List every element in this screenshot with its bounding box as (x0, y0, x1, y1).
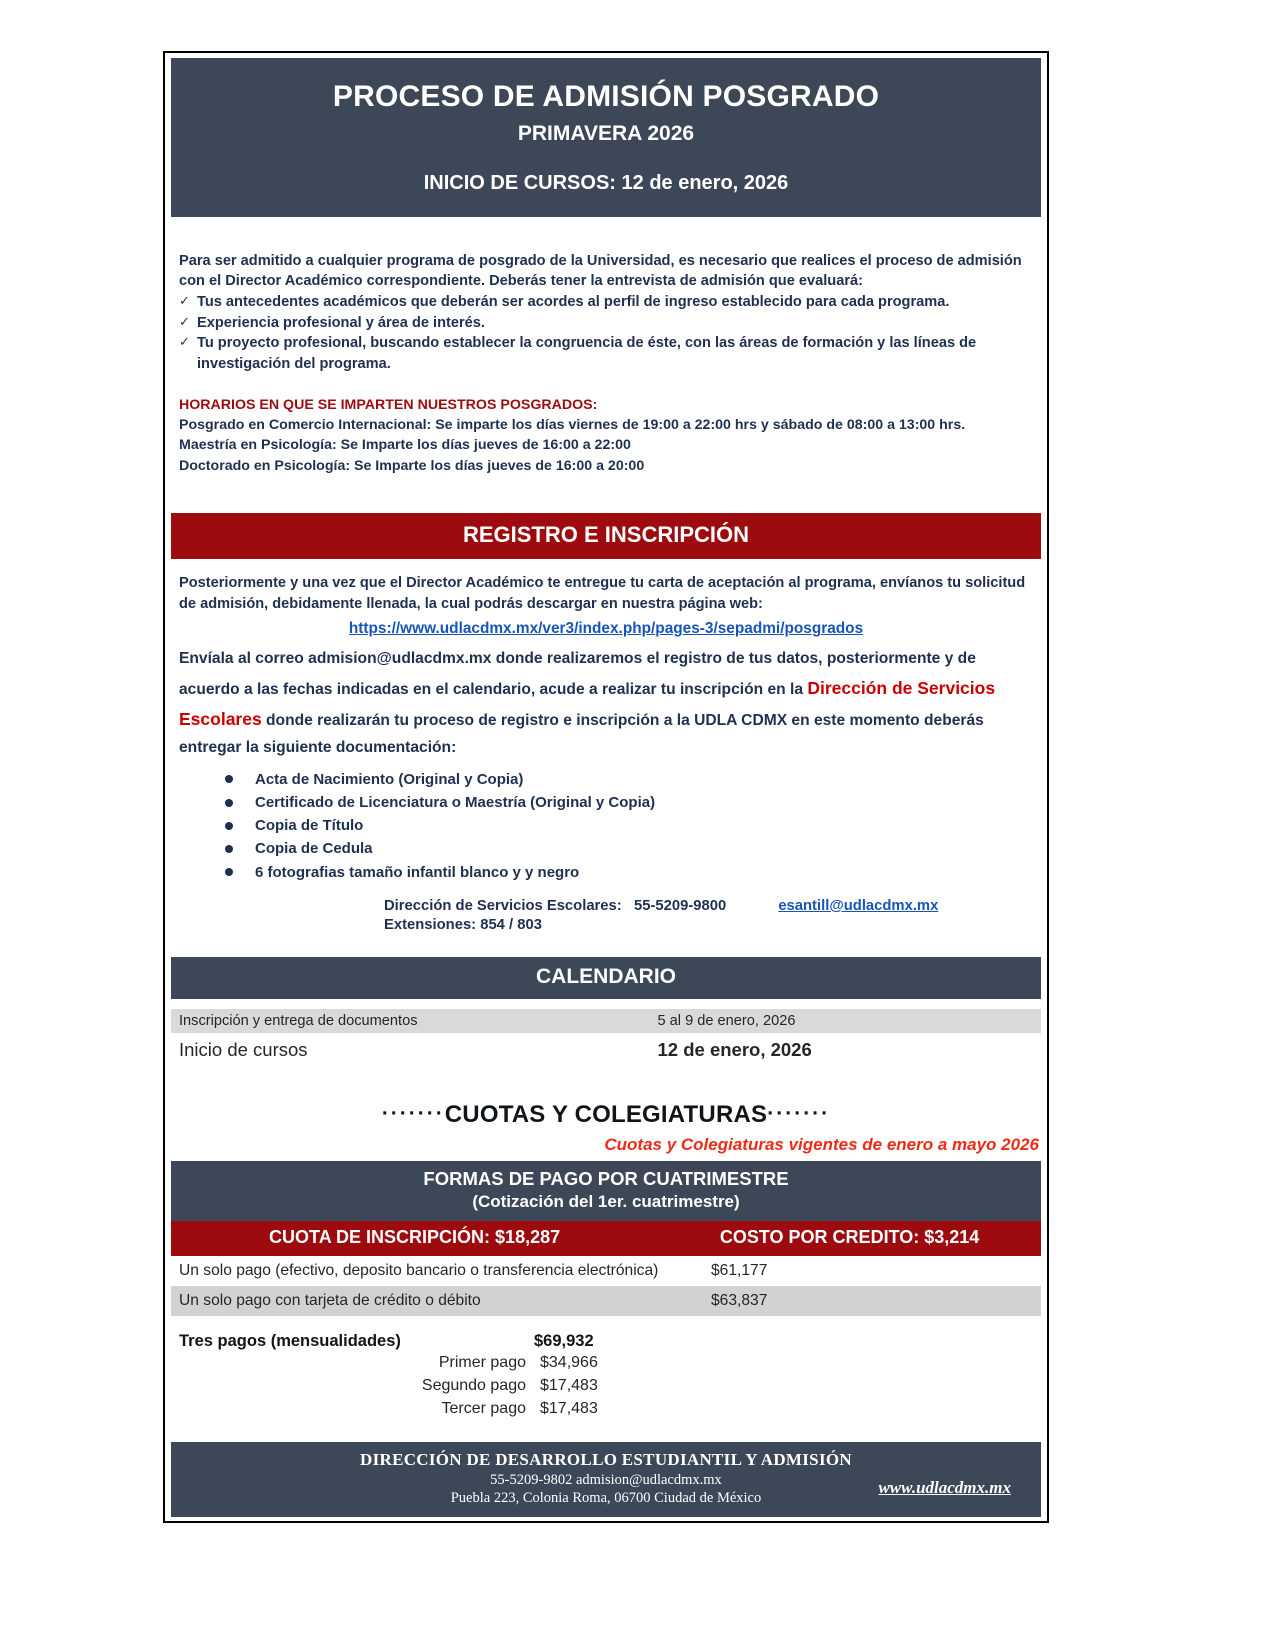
document-content (171, 58, 1041, 1517)
header-subtitle: PRIMAVERA 2026 (517, 121, 695, 145)
list-item (179, 292, 1033, 313)
registro-region (171, 573, 1041, 933)
list-item (179, 333, 1033, 374)
registro-paragraph-2-part-b: donde realizarán tu proceso de registro e inscripción a la UDLA CDMX en este momento deberás entregar la siguiente documentación: (179, 712, 984, 756)
list-item-label: Copia de Título (255, 817, 364, 835)
list-item-label: Experiencia profesional y área de interés. (197, 314, 485, 331)
calendario-table (171, 1009, 1041, 1065)
horarios-title: HORARIOS EN QUE SE IMPARTEN NUESTROS POSGRADOS: (179, 396, 598, 413)
payment-option-amount: $63,837 (693, 1286, 1041, 1316)
installment-amount: $17,483 (540, 1400, 598, 1418)
installment-row (171, 1351, 1041, 1374)
registro-paragraph-2-part-a: Envíala al correo admision@udlacdmx.mx donde realizaremos el registro de tus datos, posteriormente y de acuerdo a las fechas indicadas en el calendario, acude a realizar tu inscripción en la (179, 650, 976, 699)
list-item-label: Tu proyecto profesional, buscando establecer la congruencia de éste, con las áreas de formación y las líneas de investigación del programa. (197, 335, 977, 373)
tres-pagos-header (171, 1332, 1041, 1351)
contact-phone: 55-5209-9800 (634, 897, 727, 914)
cuota-inscripcion-label: CUOTA DE INSCRIPCIÓN: $18,287 (269, 1226, 561, 1247)
bullet-icon (225, 775, 233, 783)
contact-label: Dirección de Servicios Escolares: (384, 897, 622, 914)
costo-credito-label: COSTO POR CREDITO: $3,214 (719, 1226, 980, 1247)
registro-paragraph-2 (179, 646, 1033, 761)
footer-contact: 55-5209-9802 admision@udlacdmx.mx (490, 1472, 722, 1489)
table-row (171, 1256, 1041, 1286)
formas-de-pago-banner (171, 1161, 1041, 1221)
bullet-icon (225, 845, 233, 853)
calendario-label: Inscripción y entrega de documentos (171, 1009, 650, 1033)
list-item (179, 313, 1033, 334)
header-start-date: INICIO DE CURSOS: 12 de enero, 2026 (423, 171, 789, 194)
servicios-escolares-emphasis: Dirección de Servicios Escolares (179, 678, 996, 729)
documents-list (179, 768, 1033, 884)
horarios-block (179, 397, 1033, 477)
installment-label: Segundo pago (421, 1377, 526, 1395)
cuotas-heading-label: CUOTAS Y COLEGIATURAS (444, 1100, 768, 1128)
intro-check-list (179, 292, 1033, 375)
installment-label: Primer pago (438, 1353, 526, 1371)
calendario-label: Inicio de cursos (179, 1038, 308, 1060)
calendario-value: 5 al 9 de enero, 2026 (650, 1009, 1042, 1033)
footer-department: DIRECCIÓN DE DESARROLLO ESTUDIANTIL Y ADMISIÓN (360, 1450, 852, 1470)
registro-paragraph-1: Posteriormente y una vez que el Director Académico te entregue tu carta de aceptación al programa, envíanos tu solicitud de admisión, debidamente llenada, la cual podrás descargar en nuestra página web: (179, 574, 1026, 613)
list-item-label: 6 fotografias tamaño infantil blanco y y negro (255, 863, 580, 881)
intro-block (179, 251, 1033, 375)
list-item-label: Acta de Nacimiento (Original y Copia) (255, 770, 524, 788)
contact-block (179, 898, 1033, 933)
table-row (171, 1009, 1041, 1033)
calendario-value: 12 de enero, 2026 (657, 1038, 812, 1060)
application-form-link[interactable]: https://www.udlacdmx.mx/ver3/index.php/pages-3/sepadmi/posgrados (348, 620, 864, 638)
installment-row (171, 1397, 1041, 1420)
page-title: PROCESO DE ADMISIÓN POSGRADO (332, 80, 880, 113)
contact-row (179, 898, 1033, 914)
check-icon: ✓ (179, 313, 190, 329)
intro-paragraph: Para ser admitido a cualquier programa de posgrado de la Universidad, es necesario que realices el proceso de admisión con el Director Académico correspondiente. Deberás tener la entrevista de admisión que evaluará: (179, 252, 1022, 290)
horario-row: Doctorado en Psicología: Se Imparte los días jueves de 16:00 a 20:00 (179, 458, 645, 474)
registro-banner: REGISTRO E INSCRIPCIÓN (171, 513, 1041, 559)
installment-amount: $34,966 (540, 1353, 598, 1371)
payment-option-label: Un solo pago con tarjeta de crédito o débito (171, 1286, 693, 1316)
tres-pagos-block (171, 1332, 1041, 1421)
check-icon: ✓ (179, 292, 190, 308)
horario-row: Maestría en Psicología: Se Imparte los días jueves de 16:00 a 22:00 (179, 437, 631, 454)
horario-row: Posgrado en Comercio Internacional: Se imparte los días viernes de 19:00 a 22:00 hrs y sábado de 08:00 a 13:00 hrs. (179, 416, 966, 433)
calendario-banner: CALENDARIO (171, 957, 1041, 999)
list-item (225, 768, 1033, 791)
tres-pagos-total: $69,932 (534, 1331, 594, 1350)
dots-right-decoration: ······· (767, 1101, 831, 1125)
installment-row (171, 1374, 1041, 1397)
payment-option-label: Un solo pago (efectivo, deposito bancario o transferencia electrónica) (179, 1261, 659, 1279)
payment-option-amount: $61,177 (711, 1261, 768, 1279)
formas-de-pago-subtitle: (Cotización del 1er. cuatrimestre) (472, 1191, 740, 1211)
list-item (225, 861, 1033, 884)
list-item (225, 837, 1033, 860)
header-banner (171, 58, 1041, 217)
table-row (171, 1286, 1041, 1316)
contact-extensions: Extensiones: 854 / 803 (384, 916, 542, 933)
registro-url-line (179, 620, 1033, 638)
dots-left-decoration: ······· (381, 1101, 445, 1125)
tres-pagos-label: Tres pagos (mensualidades) (179, 1331, 401, 1350)
list-item-label: Certificado de Licenciatura o Maestría (Original y Copia) (255, 793, 656, 811)
cuota-credito-row (171, 1221, 1041, 1256)
formas-de-pago-title: FORMAS DE PAGO POR CUATRIMESTRE (423, 1167, 789, 1189)
installment-label: Tercer pago (441, 1400, 526, 1418)
bullet-icon (225, 868, 233, 876)
body-region (171, 251, 1041, 477)
bullet-icon (225, 799, 233, 807)
list-item (225, 814, 1033, 837)
payment-options-table (171, 1256, 1041, 1316)
list-item (225, 791, 1033, 814)
list-item-label: Copia de Cedula (255, 840, 373, 858)
contact-email-link[interactable]: esantill@udlacdmx.mx (778, 897, 939, 914)
bullet-icon (225, 822, 233, 830)
footer-address: Puebla 223, Colonia Roma, 06700 Ciudad de México (450, 1490, 762, 1507)
check-icon: ✓ (179, 334, 190, 350)
footer-website-link[interactable]: www.udlacdmx.mx (878, 1477, 1011, 1497)
table-row (171, 1033, 1041, 1065)
document-footer (171, 1442, 1041, 1517)
installment-amount: $17,483 (540, 1377, 598, 1395)
cuotas-validity-note: Cuotas y Colegiaturas vigentes de enero a mayo 2026 (604, 1134, 1039, 1154)
cuotas-heading (171, 1101, 1041, 1129)
list-item-label: Tus antecedentes académicos que deberán ser acordes al perfil de ingreso establecido para cada programa. (197, 293, 950, 310)
